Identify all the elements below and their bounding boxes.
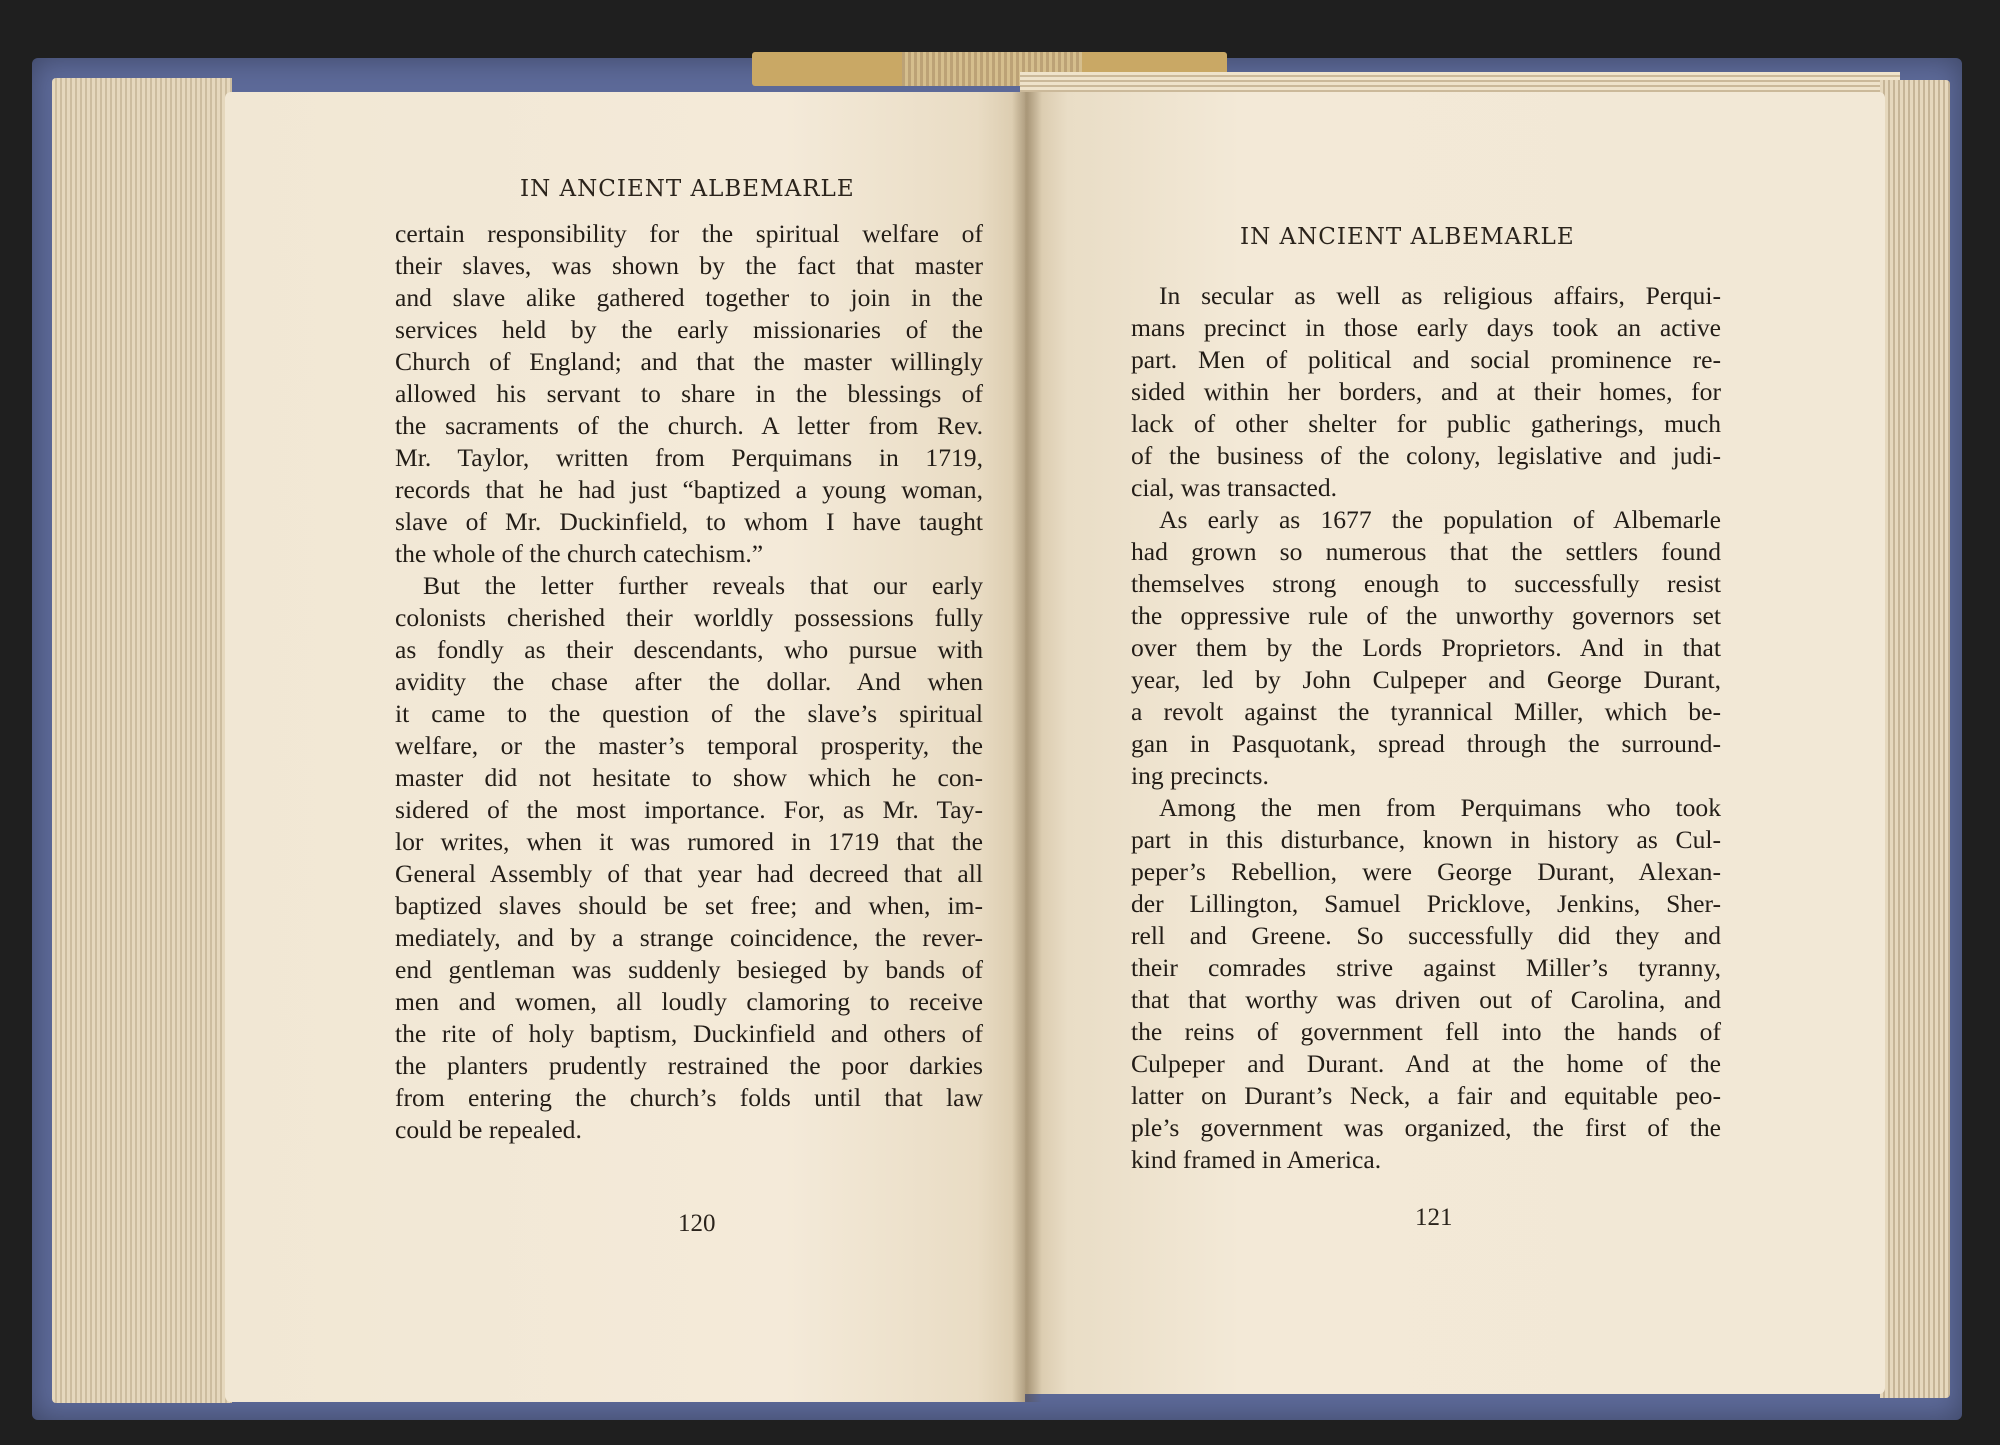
text-line: der Lillington, Samuel Pricklove, Jenkins, Sher- [1131,889,1721,918]
text-line: colonists cherished their worldly possessions fully [395,603,983,632]
text-line: their comrades strive against Miller’s tyranny, [1131,953,1721,982]
text-line: Culpeper and Durant. And at the home of the [1131,1049,1721,1078]
text-line: welfare, or the master’s temporal prosperity, the [395,731,983,760]
text-line: avidity the chase after the dollar. And when [395,667,983,696]
text-line: sidered of the most importance. For, as Mr. Tay- [395,795,983,824]
right-page [1025,92,1885,1394]
text-line: could be repealed. [395,1115,582,1144]
left-page-text [395,218,983,1146]
text-line: themselves strong enough to successfully resist [1131,569,1721,598]
text-line: the rite of holy baptism, Duckinfield and others of [395,1019,983,1048]
text-line: cial, was transacted. [1131,473,1338,502]
text-line: Among the men from Perquimans who took [1159,793,1721,822]
text-line: ing precincts. [1131,761,1269,790]
text-line: But the letter further reveals that our early [423,571,983,600]
text-line: end gentleman was suddenly besieged by bands of [395,955,983,984]
text-line: As early as 1677 the population of Albemarle [1159,505,1721,534]
text-line: that that worthy was driven out of Carolina, and [1131,985,1721,1014]
text-line: Mr. Taylor, written from Perquimans in 1719, [395,443,983,472]
text-line: their slaves, was shown by the fact that master [395,251,983,280]
text-line: baptized slaves should be set free; and when, im- [395,891,983,920]
text-line: over them by the Lords Proprietors. And in that [1131,633,1721,662]
text-line: lack of other shelter for public gatherings, much [1131,409,1721,438]
book-gutter [1012,92,1042,1402]
text-line: a revolt against the tyrannical Miller, which be- [1131,697,1721,726]
text-line: In secular as well as religious affairs, Perqui- [1159,281,1721,310]
text-line: records that he had just “baptized a young woman, [395,475,983,504]
text-line: men and women, all loudly clamoring to receive [395,987,983,1016]
text-line: Church of England; and that the master willingly [395,347,983,376]
right-page-number: 121 [1415,1204,1453,1231]
text-line: the oppressive rule of the unworthy governors set [1131,601,1721,630]
text-line: kind framed in America. [1131,1145,1382,1174]
text-line: allowed his servant to share in the blessings of [395,379,983,408]
text-line: the sacraments of the church. A letter from Rev. [395,411,983,440]
text-line: year, led by John Culpeper and George Durant, [1131,665,1721,694]
text-line: lor writes, when it was rumored in 1719 that the [395,827,983,856]
text-line: peper’s Rebellion, were George Durant, Alexan- [1131,857,1721,886]
text-line: master did not hesitate to show which he con- [395,763,983,792]
page-edges-left [52,78,232,1403]
left-page-number: 120 [678,1210,716,1237]
text-line: and slave alike gathered together to join in the [395,283,983,312]
text-line: the planters prudently restrained the poor darkies [395,1051,983,1080]
text-line: services held by the early missionaries of the [395,315,983,344]
text-line: of the business of the colony, legislative and judi- [1131,441,1721,470]
text-line: the whole of the church catechism.” [395,539,764,568]
text-line: latter on Durant’s Neck, a fair and equitable peo- [1131,1081,1721,1110]
text-line: mediately, and by a strange coincidence, the rever- [395,923,983,952]
right-running-head: IN ANCIENT ALBEMARLE [1240,224,1575,250]
text-line: as fondly as their descendants, who pursue with [395,635,983,664]
text-line: gan in Pasquotank, spread through the surround- [1131,729,1721,758]
text-line: slave of Mr. Duckinfield, to whom I have taught [395,507,983,536]
text-line: mans precinct in those early days took an active [1131,313,1721,342]
text-line: certain responsibility for the spiritual welfare of [395,219,983,248]
text-line: part in this disturbance, known in history as Cul- [1131,825,1721,854]
text-line: had grown so numerous that the settlers found [1131,537,1721,566]
right-page-text [1131,280,1721,1176]
left-page [225,92,1025,1402]
text-line: from entering the church’s folds until that law [395,1083,983,1112]
text-line: sided within her borders, and at their homes, for [1131,377,1721,406]
left-running-head: IN ANCIENT ALBEMARLE [520,176,855,202]
text-line: rell and Greene. So successfully did they and [1131,921,1721,950]
page-edges-right [1880,80,1950,1398]
text-line: ple’s government was organized, the first of the [1131,1113,1721,1142]
text-line: General Assembly of that year had decreed that all [395,859,983,888]
text-line: it came to the question of the slave’s spiritual [395,699,983,728]
text-line: part. Men of political and social prominence re- [1131,345,1721,374]
text-line: the reins of government fell into the hands of [1131,1017,1721,1046]
